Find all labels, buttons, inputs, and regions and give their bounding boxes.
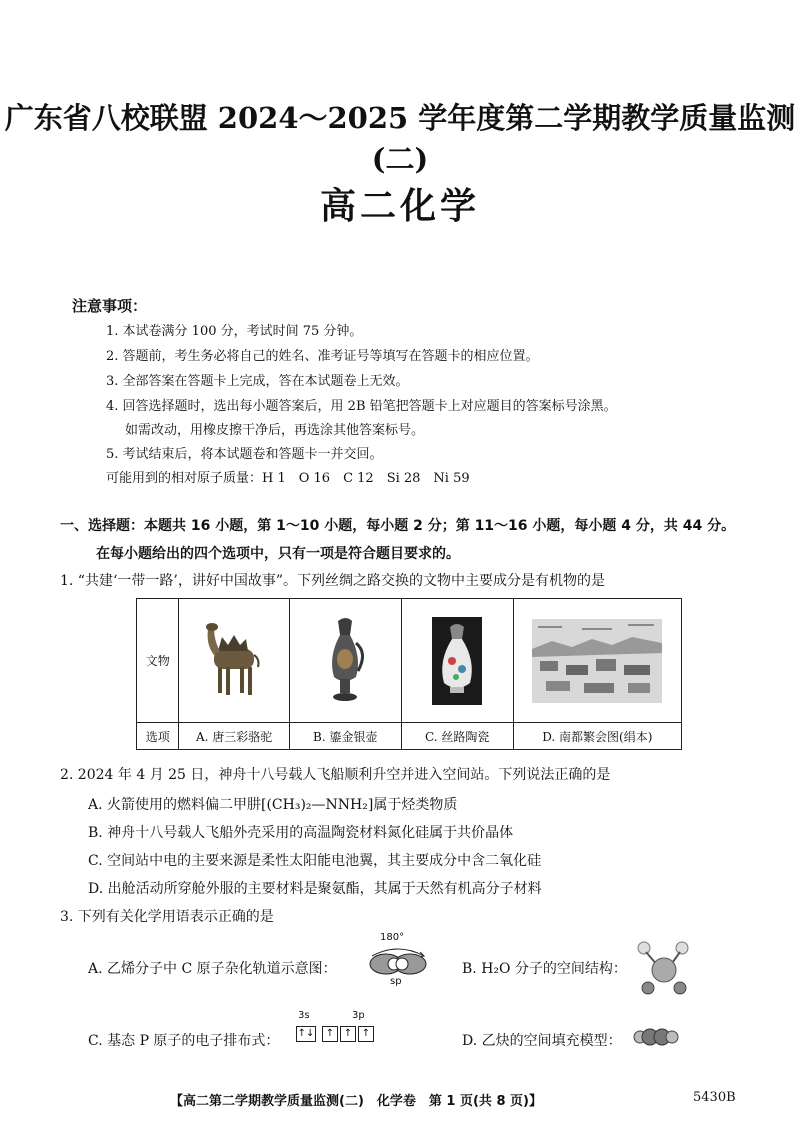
q3-option-d: D. 乙炔的空间填充模型： — [462, 1033, 622, 1049]
silk-road-porcelain-image — [401, 599, 513, 723]
page-footer: 【高二第二学期教学质量监测(二) 化学卷 第 1 页(共 8 页)】 — [170, 1094, 542, 1109]
q2-option-b: B. 神舟十八号载人飞船外壳采用的高温陶瓷材料氮化硅属于共价晶体 — [88, 825, 514, 841]
orbital-3p-box: ↑ — [322, 1026, 338, 1042]
orbital-3s-box: ↑↓ — [296, 1026, 316, 1042]
angle-label: 180° — [380, 932, 405, 943]
orbital-3p-box: ↑ — [340, 1026, 356, 1042]
question-1-stem: 1. “共建‘一带一路’，讲好中国故事”。下列丝绸之路交换的文物中主要成分是有机物的是 — [60, 573, 606, 589]
orbital-3p-label: 3p — [352, 1010, 365, 1021]
q1-option-c: C. 丝路陶瓷 — [401, 723, 513, 750]
orbital-3p-box: ↑ — [358, 1026, 374, 1042]
question-2-stem: 2. 2024 年 4 月 25 日，神舟十八号载人飞船顺利升空并进入空间站。下列说法正确的是 — [60, 767, 611, 783]
camel-figure-image — [179, 599, 289, 723]
notes-heading: 注意事项： — [72, 297, 148, 315]
nandu-painting-image — [513, 599, 681, 723]
note-item: 2. 答题前，考生务必将自己的姓名、准考证号等填写在答题卡的相应位置。 — [106, 349, 539, 364]
note-item: 5. 考试结束后，将本试题卷和答题卡一并交回。 — [106, 447, 383, 462]
q3-option-b: B. H₂O 分子的空间结构： — [462, 961, 627, 977]
note-item: 4. 回答选择题时，选出每小题答案后，用 2B 铅笔把答题卡上对应题目的答案标号涂黑。 — [106, 399, 617, 414]
acetylene-model-image — [632, 1026, 680, 1048]
note-item: 1. 本试卷满分 100 分，考试时间 75 分钟。 — [106, 324, 363, 339]
option-row-label: 选项 — [137, 723, 179, 750]
h2o-model-image — [632, 938, 696, 996]
q3-option-a: A. 乙烯分子中 C 原子杂化轨道示意图： — [88, 961, 337, 977]
q1-option-d: D. 南都繁会图(绢本) — [513, 723, 681, 750]
relic-row-label: 文物 — [137, 599, 179, 723]
exam-code: 5430B — [693, 1090, 736, 1105]
section-instruction: 在每小题给出的四个选项中，只有一项是符合题目要求的。 — [96, 546, 460, 562]
q2-option-c: C. 空间站中电的主要来源是柔性太阳能电池翼，其主要成分中含二氧化硅 — [88, 853, 542, 869]
q1-option-b: B. 鎏金银壶 — [289, 723, 401, 750]
q1-option-a: A. 唐三彩骆驼 — [179, 723, 289, 750]
q3-option-c: C. 基态 P 原子的电子排布式： — [88, 1033, 280, 1049]
sp-label: sp — [390, 976, 402, 987]
q2-option-a: A. 火箭使用的燃料偏二甲肼[(CH₃)₂—NNH₂]属于烃类物质 — [88, 797, 458, 813]
question-3-stem: 3. 下列有关化学用语表示正确的是 — [60, 909, 274, 925]
note-item: 3. 全部答案在答题卡上完成，答在本试题卷上无效。 — [106, 374, 409, 389]
subject-title: 高二化学 — [319, 186, 480, 227]
sp-orbital-diagram — [358, 932, 438, 990]
orbital-3s-label: 3s — [298, 1010, 310, 1021]
note-item: 如需改动，用橡皮擦干净后，再选涂其他答案标号。 — [125, 423, 425, 438]
exam-title: 广东省八校联盟 2024～2025 学年度第二学期教学质量监测(二) — [4, 101, 796, 176]
section-heading: 一、选择题：本题共 16 小题，第 1～10 小题，每小题 2 分；第 11～16 小题，每小题 4 分，共 44 分。 — [60, 518, 736, 534]
q2-option-d: D. 出舱活动所穿舱外服的主要材料是聚氨酯，其属于天然有机高分子材料 — [88, 881, 542, 897]
relics-table — [136, 598, 682, 750]
atomic-masses: 可能用到的相对原子质量：H 1 O 16 C 12 Si 28 Ni 59 — [106, 471, 470, 486]
gilt-silver-ewer-image — [289, 599, 401, 723]
